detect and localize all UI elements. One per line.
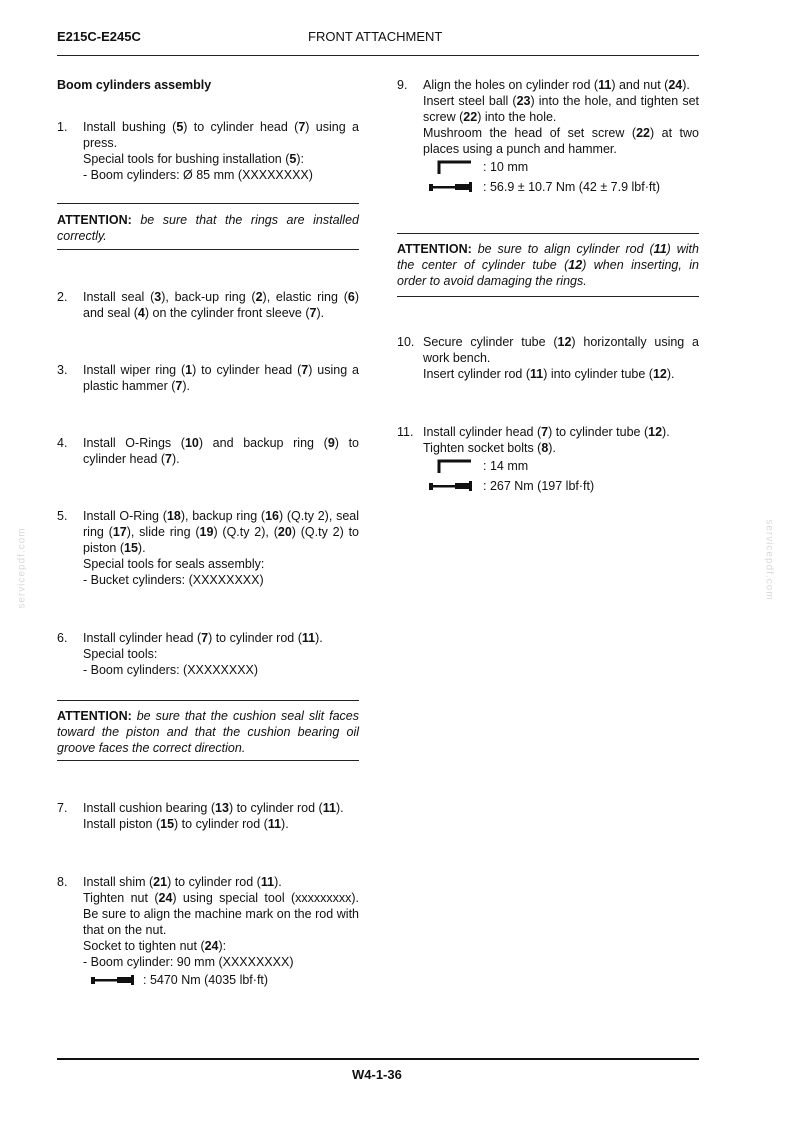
torque-spec [423,179,699,199]
attention-note-1 [57,212,359,244]
step-11 [397,424,699,498]
step-text: - Boom cylinders: Ø 85 mm (XXXXXXXX) [83,168,313,182]
attention-text: be sure that the rings are installed correctly. [57,213,359,243]
step-text: - Bucket cylinders: (XXXXXXXX) [83,573,264,587]
step-text: Socket to tighten nut (24): [83,939,227,953]
torque-wrench-icon [91,974,137,990]
step-text: Special tools for bushing installation (5): [83,152,304,166]
attention-rule-bottom [57,249,359,250]
wrench-spec [423,458,699,478]
step-text: Special tools: [83,647,158,661]
step-text: Align the holes on cylinder rod (11) and nut (24). [423,78,690,92]
step-text: Mushroom the head of set screw (22) at two places using a punch and hammer. [423,126,699,156]
torque-value: : 5470 Nm (4035 lbf·ft) [143,973,269,987]
step-number: 3. [57,363,68,377]
attention-label: ATTENTION: [397,242,472,256]
watermark-left: servicepdf.com [16,527,28,609]
document-section-title: FRONT ATTACHMENT [308,29,443,44]
step-1 [57,119,359,183]
step-number: 10. [397,335,415,349]
torque-value: : 56.9 ± 10.7 Nm (42 ± 7.9 lbf·ft) [483,180,660,194]
step-number: 5. [57,509,68,523]
wrench-size: : 10 mm [483,160,529,174]
attention-rule-bottom [57,760,359,761]
step-3 [57,362,359,394]
step-10 [397,334,699,382]
page-number: W4-1-36 [352,1067,402,1082]
attention-note-2 [57,708,359,756]
step-text: Install seal (3), back-up ring (2), elastic ring (6) and seal (4) on the cylinder front sleeve (7). [83,290,360,320]
allen-key-icon [437,458,473,478]
step-text: - Boom cylinder: 90 mm (XXXXXXXX) [83,955,294,969]
step-number: 1. [57,120,68,134]
step-number: 8. [57,875,68,889]
attention-rule-top [397,233,699,234]
step-text: Insert cylinder rod (11) into cylinder tube (12). [423,367,675,381]
step-9 [397,77,699,199]
attention-label: ATTENTION: [57,213,132,227]
step-4 [57,435,359,467]
torque-spec [423,478,699,498]
step-7 [57,800,359,832]
step-text: Special tools for seals assembly: [83,557,265,571]
step-number: 9. [397,78,408,92]
section-heading: Boom cylinders assembly [57,78,212,92]
document-model: E215C-E245C [57,29,141,44]
step-text: Install cylinder head (7) to cylinder tube (12). [423,425,670,439]
attention-text: be sure that the cushion seal slit faces toward the piston and that the cushion bearing oil groove faces the correct direction. [57,709,359,755]
attention-label: ATTENTION: [57,709,132,723]
attention-note-3 [397,241,699,289]
step-number: 6. [57,631,68,645]
step-text: Install wiper ring (1) to cylinder head (7) using a plastic hammer (7). [83,363,359,393]
torque-wrench-icon [429,480,475,496]
step-text: Secure cylinder tube (12) horizontally using a work bench. [423,335,699,365]
step-6 [57,630,359,678]
wrench-size: : 14 mm [483,459,529,473]
wrench-spec [423,159,699,179]
step-text: Tighten nut (24) using special tool (xxxxxxxxx). Be sure to align the machine mark on the rod with that on the nut. [83,891,359,937]
step-number: 2. [57,290,68,304]
step-text: Tighten socket bolts (8). [423,441,556,455]
torque-spec [83,972,359,992]
attention-rule-top [57,203,359,204]
attention-text: be sure to align cylinder rod (11) with the center of cylinder tube (12) when inserting, in order to avoid damaging the rings. [397,242,699,288]
step-number: 7. [57,801,68,815]
header-rule [57,55,699,56]
torque-value: : 267 Nm (197 lbf·ft) [483,479,595,493]
footer-rule [57,1058,699,1060]
step-text: - Boom cylinders: (XXXXXXXX) [83,663,259,677]
attention-rule-bottom [397,296,699,297]
step-text: Insert steel ball (23) into the hole, and tighten set screw (22) into the hole. [423,94,699,124]
step-number: 11. [397,425,414,439]
allen-key-icon [437,159,473,179]
step-number: 4. [57,436,68,450]
step-5 [57,508,359,588]
step-text: Install bushing (5) to cylinder head (7) using a press. [83,120,359,150]
step-text: Install piston (15) to cylinder rod (11). [83,817,289,831]
step-2 [57,289,359,321]
attention-rule-top [57,700,359,701]
step-8 [57,874,359,992]
step-text: Install shim (21) to cylinder rod (11). [83,875,282,889]
step-text: Install O-Ring (18), backup ring (16) (Q.ty 2), seal ring (17), slide ring (19) (Q.ty 2), (20) (Q.ty 2) to piston (15). [83,509,360,555]
step-text: Install O-Rings (10) and backup ring (9) to cylinder head (7). [83,436,360,466]
step-text: Install cylinder head (7) to cylinder rod (11). [83,631,323,645]
watermark-right: servicepdf.com [763,519,775,601]
step-text: Install cushion bearing (13) to cylinder rod (11). [83,801,344,815]
torque-wrench-icon [429,181,475,197]
